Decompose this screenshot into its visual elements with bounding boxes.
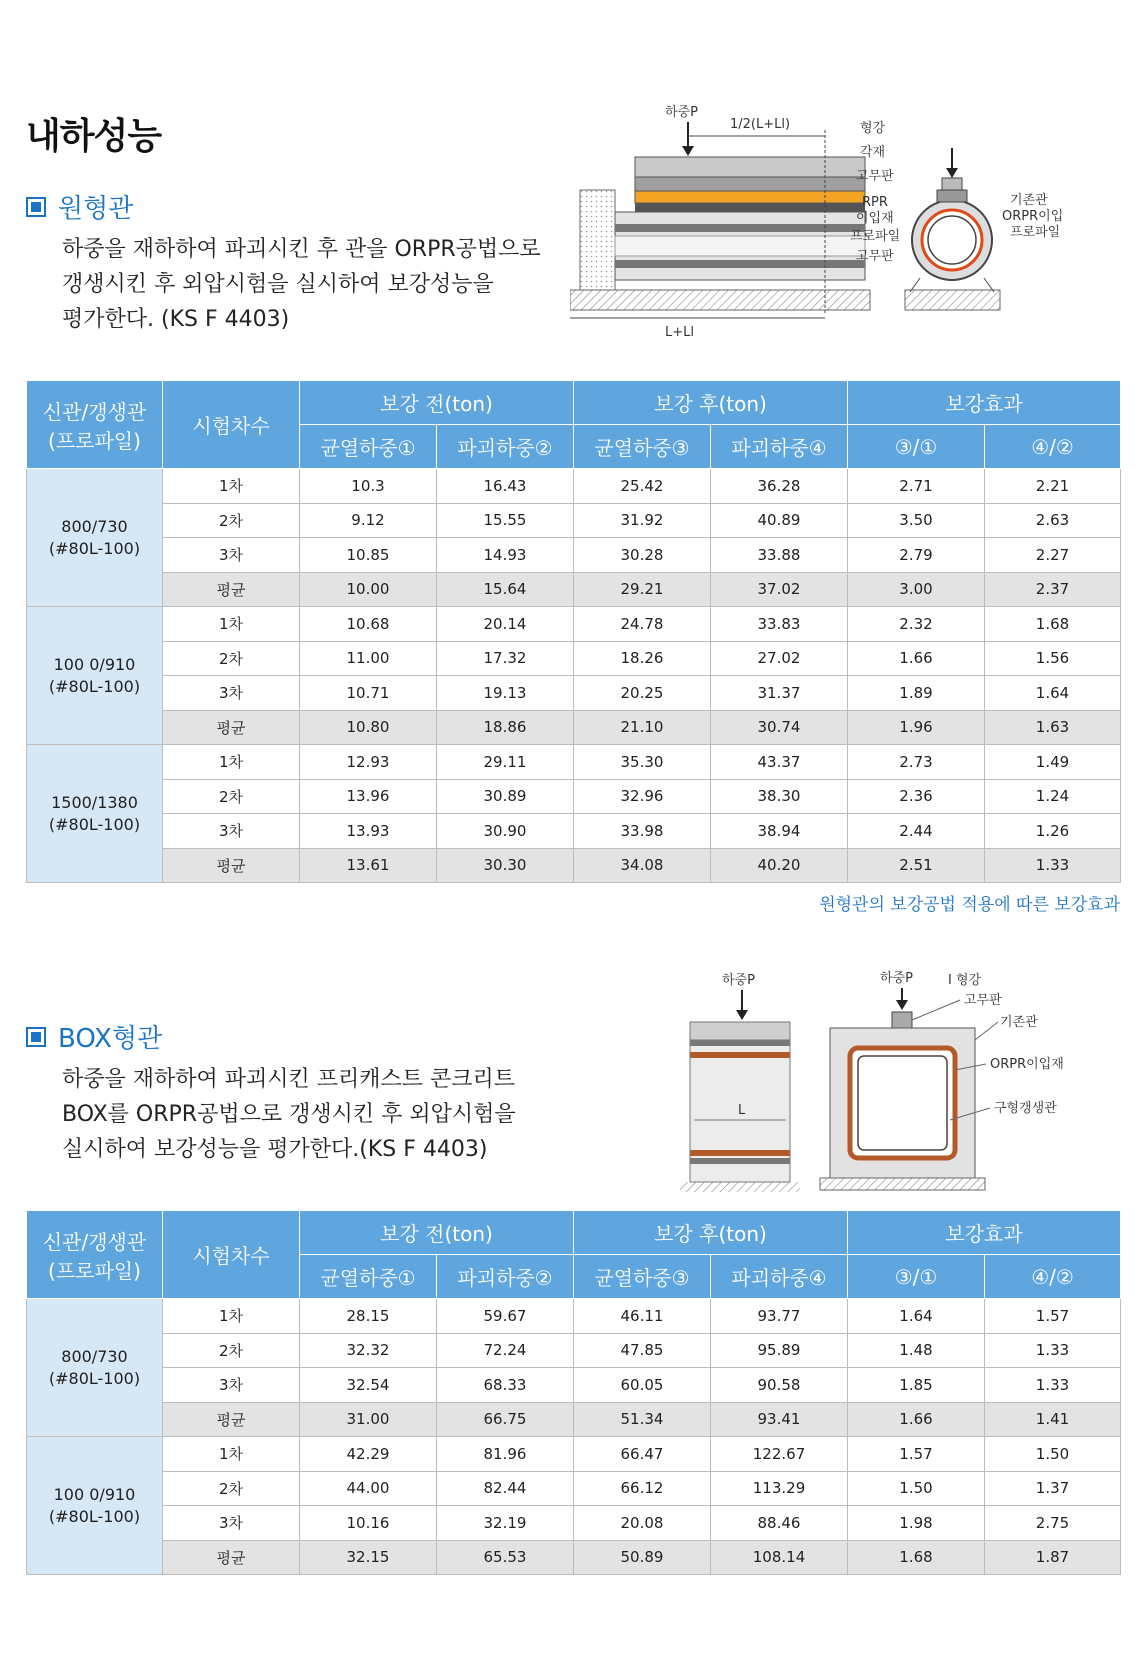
subheader: ③/①	[848, 425, 985, 469]
test-order-cell: 2차	[163, 1471, 300, 1506]
value-cell: 14.93	[437, 538, 574, 573]
value-cell: 1.68	[985, 607, 1121, 642]
header-effect: 보강효과	[848, 1211, 1121, 1255]
test-order-cell: 평균	[163, 1402, 300, 1437]
value-cell: 32.96	[574, 779, 711, 814]
table-row	[27, 607, 1121, 642]
value-cell: 82.44	[437, 1471, 574, 1506]
value-cell: 2.71	[848, 469, 985, 504]
layer-label: 프로파일	[850, 229, 901, 244]
value-cell: 30.28	[574, 538, 711, 573]
value-cell: 31.37	[711, 676, 848, 711]
value-cell: 20.14	[437, 607, 574, 642]
value-cell: 2.63	[985, 503, 1121, 538]
value-cell: 65.53	[437, 1540, 574, 1575]
value-cell: 18.26	[574, 641, 711, 676]
value-cell: 29.11	[437, 745, 574, 780]
subheader: 파괴하중②	[437, 1255, 574, 1299]
desc-line: 실시하여 보강성능을 평가한다.(KS F 4403)	[62, 1137, 488, 1162]
value-cell: 1.41	[985, 1402, 1121, 1437]
value-cell: 24.78	[574, 607, 711, 642]
group-cell: 100 0/910 (#80L-100)	[27, 607, 163, 745]
subheader: 파괴하중②	[437, 425, 574, 469]
square-bullet-icon	[26, 1027, 46, 1047]
subheader: ③/①	[848, 1255, 985, 1299]
test-order-cell: 3차	[163, 1506, 300, 1541]
value-cell: 32.19	[437, 1506, 574, 1541]
header-before: 보강 전(ton)	[300, 1211, 574, 1255]
value-cell: 15.55	[437, 503, 574, 538]
value-cell: 13.93	[300, 814, 437, 849]
layer-label: 이입재	[856, 211, 894, 226]
test-order-cell: 1차	[163, 745, 300, 780]
test-order-cell: 1차	[163, 607, 300, 642]
header-before: 보강 전(ton)	[300, 381, 574, 425]
load-label: 하중P	[880, 971, 913, 986]
table-row	[27, 779, 1121, 814]
value-cell: 3.00	[848, 572, 985, 607]
value-cell: 1.49	[985, 745, 1121, 780]
right-label: 기존관	[1010, 193, 1048, 208]
layer-label: 고무판	[964, 993, 1002, 1008]
table-row	[27, 1471, 1121, 1506]
value-cell: 32.32	[300, 1333, 437, 1368]
value-cell: 68.33	[437, 1368, 574, 1403]
table-row	[27, 1299, 1121, 1334]
value-cell: 66.75	[437, 1402, 574, 1437]
test-order-cell: 1차	[163, 469, 300, 504]
subheader: 균열하중①	[300, 425, 437, 469]
value-cell: 1.50	[848, 1471, 985, 1506]
value-cell: 21.10	[574, 710, 711, 745]
subheader: 파괴하중④	[711, 1255, 848, 1299]
header-after: 보강 후(ton)	[574, 1211, 848, 1255]
value-cell: 1.24	[985, 779, 1121, 814]
subheader: 파괴하중④	[711, 425, 848, 469]
table-row	[27, 676, 1121, 711]
value-cell: 16.43	[437, 469, 574, 504]
section-description	[62, 1062, 516, 1167]
value-cell: 32.15	[300, 1540, 437, 1575]
value-cell: 1.33	[985, 848, 1121, 883]
subheader: ④/②	[985, 1255, 1121, 1299]
table-row	[27, 1540, 1121, 1575]
value-cell: 33.98	[574, 814, 711, 849]
value-cell: 2.37	[985, 572, 1121, 607]
group-cell: 800/730 (#80L-100)	[27, 469, 163, 607]
value-cell: 32.54	[300, 1368, 437, 1403]
value-cell: 2.21	[985, 469, 1121, 504]
dimension-label: L	[738, 1103, 746, 1118]
value-cell: 60.05	[574, 1368, 711, 1403]
value-cell: 1.33	[985, 1333, 1121, 1368]
value-cell: 1.89	[848, 676, 985, 711]
value-cell: 33.83	[711, 607, 848, 642]
value-cell: 1.48	[848, 1333, 985, 1368]
test-order-cell: 평균	[163, 710, 300, 745]
value-cell: 38.30	[711, 779, 848, 814]
value-cell: 13.96	[300, 779, 437, 814]
value-cell: 34.08	[574, 848, 711, 883]
value-cell: 2.79	[848, 538, 985, 573]
layer-label: 형강	[860, 121, 886, 136]
section-title: BOX형관	[58, 1024, 163, 1054]
test-order-cell: 평균	[163, 572, 300, 607]
value-cell: 17.32	[437, 641, 574, 676]
value-cell: 1.66	[848, 641, 985, 676]
value-cell: 28.15	[300, 1299, 437, 1334]
page-title: 내하성능	[26, 116, 162, 157]
value-cell: 10.85	[300, 538, 437, 573]
value-cell: 19.13	[437, 676, 574, 711]
value-cell: 72.24	[437, 1333, 574, 1368]
header-effect: 보강효과	[848, 381, 1121, 425]
box-pipe-results-table	[26, 1210, 1121, 1575]
subheader: 균열하중①	[300, 1255, 437, 1299]
value-cell: 1.63	[985, 710, 1121, 745]
table-row	[27, 503, 1121, 538]
value-cell: 2.36	[848, 779, 985, 814]
table-row	[27, 1333, 1121, 1368]
value-cell: 51.34	[574, 1402, 711, 1437]
value-cell: 42.29	[300, 1437, 437, 1472]
load-label: 하중P	[722, 973, 755, 988]
group-cell: 100 0/910 (#80L-100)	[27, 1437, 163, 1575]
value-cell: 43.37	[711, 745, 848, 780]
square-bullet-icon	[26, 197, 46, 217]
value-cell: 18.86	[437, 710, 574, 745]
table-row	[27, 1437, 1121, 1472]
table-row	[27, 538, 1121, 573]
value-cell: 3.50	[848, 503, 985, 538]
value-cell: 1.50	[985, 1437, 1121, 1472]
value-cell: 40.89	[711, 503, 848, 538]
test-order-cell: 2차	[163, 503, 300, 538]
value-cell: 10.80	[300, 710, 437, 745]
test-order-cell: 3차	[163, 538, 300, 573]
value-cell: 40.20	[711, 848, 848, 883]
desc-line: 평가한다. (KS F 4403)	[62, 307, 290, 332]
test-order-cell: 1차	[163, 1299, 300, 1334]
table-row	[27, 572, 1121, 607]
layer-label: 각재	[860, 145, 886, 160]
value-cell: 10.71	[300, 676, 437, 711]
layer-label: ORPR이입재	[990, 1057, 1064, 1072]
value-cell: 66.47	[574, 1437, 711, 1472]
value-cell: 95.89	[711, 1333, 848, 1368]
value-cell: 1.85	[848, 1368, 985, 1403]
test-order-cell: 2차	[163, 641, 300, 676]
value-cell: 50.89	[574, 1540, 711, 1575]
value-cell: 36.28	[711, 469, 848, 504]
value-cell: 1.64	[985, 676, 1121, 711]
value-cell: 1.57	[848, 1437, 985, 1472]
table-row	[27, 814, 1121, 849]
value-cell: 108.14	[711, 1540, 848, 1575]
value-cell: 81.96	[437, 1437, 574, 1472]
table-row	[27, 1368, 1121, 1403]
value-cell: 10.3	[300, 469, 437, 504]
value-cell: 1.33	[985, 1368, 1121, 1403]
value-cell: 1.87	[985, 1540, 1121, 1575]
layer-label: 구형갱생관	[994, 1101, 1057, 1116]
subheader: 균열하중③	[574, 425, 711, 469]
section-description	[62, 232, 541, 337]
value-cell: 90.58	[711, 1368, 848, 1403]
subheader: 균열하중③	[574, 1255, 711, 1299]
value-cell: 2.75	[985, 1506, 1121, 1541]
circular-pipe-results-table	[26, 380, 1121, 883]
value-cell: 10.68	[300, 607, 437, 642]
desc-line: 하중을 재하하여 파괴시킨 후 관을 ORPR공법으로	[62, 237, 541, 262]
table-row	[27, 710, 1121, 745]
value-cell: 122.67	[711, 1437, 848, 1472]
header-pipe-profile: 신관/갱생관 (프로파일)	[27, 1211, 163, 1299]
value-cell: 46.11	[574, 1299, 711, 1334]
test-order-cell: 2차	[163, 779, 300, 814]
value-cell: 1.96	[848, 710, 985, 745]
layer-label: RPR	[862, 195, 888, 210]
value-cell: 13.61	[300, 848, 437, 883]
value-cell: 2.27	[985, 538, 1121, 573]
layer-label: 고무판	[856, 249, 894, 264]
section-title: 원형관	[58, 194, 134, 224]
value-cell: 1.68	[848, 1540, 985, 1575]
value-cell: 1.57	[985, 1299, 1121, 1334]
header-test-order: 시험차수	[163, 381, 300, 469]
header-pipe-profile: 신관/갱생관 (프로파일)	[27, 381, 163, 469]
desc-line: 갱생시킨 후 외압시험을 실시하여 보강성능을	[62, 272, 494, 297]
value-cell: 1.56	[985, 641, 1121, 676]
load-label: 하중P	[665, 105, 698, 120]
test-order-cell: 2차	[163, 1333, 300, 1368]
table-row	[27, 848, 1121, 883]
value-cell: 35.30	[574, 745, 711, 780]
span-label: L+Ll	[665, 325, 694, 340]
value-cell: 2.32	[848, 607, 985, 642]
test-order-cell: 평균	[163, 1540, 300, 1575]
test-order-cell: 1차	[163, 1437, 300, 1472]
value-cell: 10.16	[300, 1506, 437, 1541]
value-cell: 2.73	[848, 745, 985, 780]
value-cell: 37.02	[711, 572, 848, 607]
test-order-cell: 3차	[163, 676, 300, 711]
layer-label: 기존관	[1000, 1015, 1038, 1030]
box-pipe-test-diagram	[680, 960, 1120, 1200]
value-cell: 12.93	[300, 745, 437, 780]
header-test-order: 시험차수	[163, 1211, 300, 1299]
value-cell: 38.94	[711, 814, 848, 849]
value-cell: 2.44	[848, 814, 985, 849]
value-cell: 30.74	[711, 710, 848, 745]
value-cell: 113.29	[711, 1471, 848, 1506]
circular-pipe-test-diagram	[570, 100, 1130, 360]
group-cell: 800/730 (#80L-100)	[27, 1299, 163, 1437]
value-cell: 44.00	[300, 1471, 437, 1506]
value-cell: 15.64	[437, 572, 574, 607]
test-order-cell: 3차	[163, 814, 300, 849]
value-cell: 1.98	[848, 1506, 985, 1541]
test-order-cell: 평균	[163, 848, 300, 883]
value-cell: 59.67	[437, 1299, 574, 1334]
value-cell: 29.21	[574, 572, 711, 607]
table-row	[27, 641, 1121, 676]
value-cell: 1.64	[848, 1299, 985, 1334]
layer-label: 고무판	[856, 169, 894, 184]
section-heading-circular	[26, 188, 133, 225]
value-cell: 1.26	[985, 814, 1121, 849]
header-after: 보강 후(ton)	[574, 381, 848, 425]
table-row	[27, 469, 1121, 504]
right-label: 프로파일	[1010, 225, 1061, 240]
section-heading-box	[26, 1018, 162, 1055]
value-cell: 30.30	[437, 848, 574, 883]
table-row	[27, 1506, 1121, 1541]
value-cell: 93.77	[711, 1299, 848, 1334]
value-cell: 93.41	[711, 1402, 848, 1437]
right-label: ORPR이입	[1002, 209, 1064, 224]
value-cell: 31.00	[300, 1402, 437, 1437]
subheader: ④/②	[985, 425, 1121, 469]
value-cell: 10.00	[300, 572, 437, 607]
value-cell: 30.90	[437, 814, 574, 849]
value-cell: 2.51	[848, 848, 985, 883]
table-row	[27, 745, 1121, 780]
value-cell: 66.12	[574, 1471, 711, 1506]
table-caption: 원형관의 보강공법 적용에 따른 보강효과	[819, 895, 1120, 915]
value-cell: 31.92	[574, 503, 711, 538]
value-cell: 1.66	[848, 1402, 985, 1437]
group-cell: 1500/1380 (#80L-100)	[27, 745, 163, 883]
table-row	[27, 1402, 1121, 1437]
value-cell: 9.12	[300, 503, 437, 538]
value-cell: 30.89	[437, 779, 574, 814]
value-cell: 20.08	[574, 1506, 711, 1541]
desc-line: BOX를 ORPR공법으로 갱생시킨 후 외압시험을	[62, 1102, 516, 1127]
test-order-cell: 3차	[163, 1368, 300, 1403]
value-cell: 20.25	[574, 676, 711, 711]
half-span-label: 1/2(L+Ll)	[730, 117, 791, 132]
value-cell: 88.46	[711, 1506, 848, 1541]
value-cell: 33.88	[711, 538, 848, 573]
value-cell: 47.85	[574, 1333, 711, 1368]
layer-label: I 형강	[948, 973, 982, 988]
value-cell: 27.02	[711, 641, 848, 676]
value-cell: 25.42	[574, 469, 711, 504]
desc-line: 하중을 재하하여 파괴시킨 프리캐스트 콘크리트	[62, 1067, 516, 1092]
value-cell: 11.00	[300, 641, 437, 676]
value-cell: 1.37	[985, 1471, 1121, 1506]
